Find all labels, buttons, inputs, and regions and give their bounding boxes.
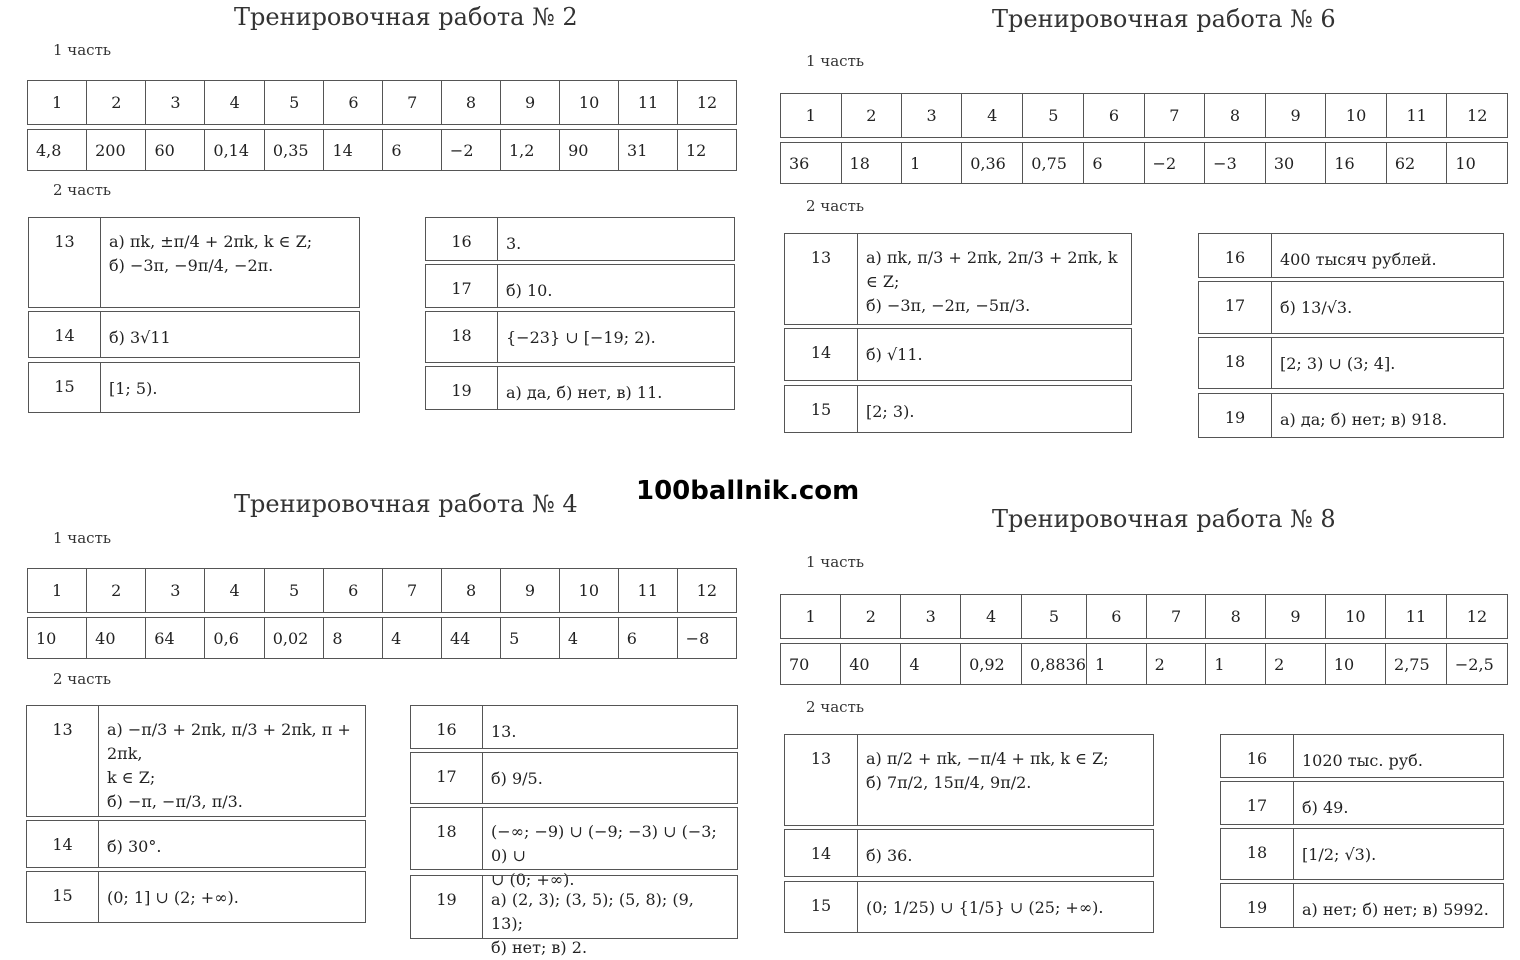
- answer-row: [28, 311, 360, 358]
- task-number: 14: [29, 312, 101, 357]
- task-answer: а) −π/3 + 2πk, π/3 + 2πk, π + 2πk, k ∈ Z; б) −π, −π/3, π/3.: [107, 720, 351, 811]
- answer-cell: 0,35: [265, 129, 325, 171]
- answer-row: [410, 705, 738, 749]
- answer-row: [784, 829, 1154, 877]
- task-number: 13: [27, 706, 99, 816]
- answer-row: [410, 752, 738, 804]
- answer-cell: 62: [1387, 142, 1448, 184]
- task-number: 17: [411, 753, 483, 803]
- task-number: 16: [1199, 234, 1272, 277]
- task-number: 15: [29, 363, 101, 412]
- header-cell: 2: [842, 93, 903, 138]
- header-cell: 12: [678, 568, 737, 613]
- header-cell: 6: [1087, 594, 1147, 639]
- part1-table: [27, 76, 737, 175]
- task-number: 17: [1221, 782, 1294, 824]
- answer-cell: 6: [619, 617, 678, 659]
- task-answer: б) 9/5.: [491, 769, 543, 788]
- answer-row: [784, 881, 1154, 933]
- header-cell: 2: [87, 80, 146, 125]
- header-cell: 1: [780, 93, 842, 138]
- task-number: 16: [411, 706, 483, 748]
- task-number: 18: [1199, 338, 1272, 388]
- task-number: 19: [411, 876, 483, 938]
- answer-row: [784, 385, 1132, 433]
- answer-cell: 6: [383, 129, 442, 171]
- header-cell: 5: [265, 568, 325, 613]
- work-title: Тренировочная работа № 4: [234, 490, 578, 518]
- answer-cell: 64: [146, 617, 205, 659]
- task-answer: (−∞; −9) ∪ (−9; −3) ∪ (−3; 0) ∪ ∪ (0; +∞).: [491, 822, 717, 889]
- task-answer: (0; 1/25) ∪ {1/5} ∪ (25; +∞).: [866, 898, 1104, 917]
- header-cell: 9: [1266, 93, 1327, 138]
- answer-row: [425, 264, 735, 308]
- task-number: 19: [426, 367, 498, 409]
- task-answer: [1/2; √3).: [1302, 845, 1377, 864]
- answer-row: [26, 820, 366, 868]
- answer-row: [784, 734, 1154, 826]
- answer-cell: 40: [87, 617, 146, 659]
- answer-row: [1220, 734, 1504, 778]
- answer-row: [425, 311, 735, 363]
- answer-cell: 1,2: [501, 129, 560, 171]
- answer-cell: 60: [146, 129, 205, 171]
- task-answer: б) 30°.: [107, 837, 162, 856]
- part2-label: 2 часть: [806, 197, 865, 215]
- part1-label: 1 часть: [806, 553, 865, 571]
- task-number: 14: [785, 830, 858, 876]
- header-cell: 6: [1084, 93, 1144, 138]
- task-answer: б) 49.: [1302, 798, 1349, 817]
- answer-cell: 0,02: [265, 617, 325, 659]
- part1-table: [780, 89, 1508, 188]
- answer-cell: 8: [324, 617, 383, 659]
- answer-row: [410, 875, 738, 957]
- header-cell: 4: [961, 594, 1022, 639]
- watermark: 100ballnik.com: [636, 476, 860, 506]
- header-cell: 6: [324, 80, 383, 125]
- part1-table: [780, 590, 1508, 689]
- header-cell: 11: [619, 80, 678, 125]
- header-cell: 3: [901, 594, 961, 639]
- header-cell: 3: [146, 80, 205, 125]
- answer-cell: 1: [1087, 643, 1147, 685]
- header-cell: 1: [27, 568, 87, 613]
- answer-row: [784, 328, 1132, 381]
- task-answer: {−23} ∪ [−19; 2).: [506, 328, 656, 347]
- task-number: 15: [785, 882, 858, 932]
- answer-row: [425, 366, 735, 410]
- task-number: 14: [785, 329, 858, 380]
- header-cell: 10: [560, 568, 619, 613]
- part2-label: 2 часть: [53, 181, 112, 199]
- answer-cell: 4: [560, 617, 619, 659]
- header-cell: 11: [619, 568, 678, 613]
- answer-row: [1220, 883, 1504, 928]
- part1-label: 1 часть: [53, 41, 112, 59]
- task-answer: а) да, б) нет, в) 11.: [506, 383, 663, 402]
- answer-cell: 10: [1326, 643, 1386, 685]
- answer-cell: −3: [1205, 142, 1266, 184]
- answer-cell: 0,92: [961, 643, 1022, 685]
- answer-row: [1198, 281, 1504, 334]
- header-cell: 9: [501, 568, 560, 613]
- answer-row: [1198, 233, 1504, 278]
- answer-row: [28, 362, 360, 413]
- task-number: 13: [785, 234, 858, 324]
- answer-row: [1220, 828, 1504, 880]
- answer-cell: 40: [841, 643, 901, 685]
- answer-cell: 18: [842, 142, 903, 184]
- answer-cell: 0,8836: [1022, 643, 1087, 685]
- header-cell: 8: [442, 568, 501, 613]
- task-number: 16: [1221, 735, 1294, 777]
- answer-cell: 0,6: [205, 617, 264, 659]
- task-number: 18: [411, 808, 483, 869]
- answer-row: [26, 871, 366, 923]
- answer-row: [26, 705, 366, 817]
- task-answer: а) πk, ±π/4 + 2πk, k ∈ Z; б) −3π, −9π/4, −2π.: [109, 232, 313, 275]
- task-number: 18: [426, 312, 498, 362]
- task-answer: а) π/2 + πk, −π/4 + πk, k ∈ Z; б) 7π/2, 15π/4, 9π/2.: [866, 749, 1109, 792]
- task-answer: (0; 1] ∪ (2; +∞).: [107, 888, 239, 907]
- header-cell: 4: [205, 80, 265, 125]
- header-cell: 7: [383, 568, 442, 613]
- header-cell: 6: [324, 568, 383, 613]
- part2-label: 2 часть: [806, 698, 865, 716]
- answer-cell: 90: [560, 129, 619, 171]
- task-number: 13: [29, 218, 101, 307]
- header-cell: 5: [1023, 93, 1084, 138]
- task-answer: а) (2, 3); (3, 5); (5, 8); (9, 13); б) нет; в) 2.: [491, 890, 694, 957]
- answer-row: [1198, 393, 1504, 438]
- answer-cell: 0,36: [962, 142, 1023, 184]
- header-cell: 10: [1326, 93, 1387, 138]
- answer-cell: 5: [501, 617, 560, 659]
- answer-cell: 200: [87, 129, 146, 171]
- task-number: 18: [1221, 829, 1294, 879]
- header-cell: 11: [1387, 93, 1448, 138]
- answer-cell: −2,5: [1447, 643, 1508, 685]
- task-answer: а) нет; б) нет; в) 5992.: [1302, 900, 1489, 919]
- answer-cell: 16: [1326, 142, 1387, 184]
- answer-row: [425, 217, 735, 261]
- task-number: 19: [1221, 884, 1294, 927]
- task-number: 17: [426, 265, 498, 307]
- answer-cell: 36: [780, 142, 842, 184]
- answer-cell: −8: [678, 617, 737, 659]
- task-answer: [2; 3) ∪ (3; 4].: [1280, 354, 1396, 373]
- header-cell: 8: [1205, 93, 1266, 138]
- answer-row: [784, 233, 1132, 325]
- answer-cell: 0,75: [1023, 142, 1084, 184]
- task-answer: 3.: [506, 234, 522, 253]
- task-answer: 13.: [491, 722, 517, 741]
- answer-cell: −2: [442, 129, 501, 171]
- task-answer: б) 13/√3.: [1280, 298, 1353, 317]
- answer-cell: 4: [901, 643, 961, 685]
- answer-cell: 2: [1147, 643, 1207, 685]
- answer-cell: 44: [442, 617, 501, 659]
- header-cell: 12: [1447, 93, 1508, 138]
- work-title: Тренировочная работа № 2: [234, 3, 578, 31]
- task-number: 16: [426, 218, 498, 260]
- header-cell: 5: [265, 80, 325, 125]
- task-answer: 1020 тыс. руб.: [1302, 751, 1423, 770]
- task-number: 17: [1199, 282, 1272, 333]
- answer-row: [28, 217, 360, 308]
- header-cell: 1: [27, 80, 87, 125]
- answer-cell: 4: [383, 617, 442, 659]
- header-cell: 4: [962, 93, 1023, 138]
- answer-row: [1198, 337, 1504, 389]
- task-answer: б) 10.: [506, 281, 553, 300]
- header-cell: 8: [1206, 594, 1266, 639]
- answer-cell: 30: [1266, 142, 1327, 184]
- header-cell: 11: [1386, 594, 1447, 639]
- task-answer: б) 36.: [866, 846, 913, 865]
- task-answer: а) да; б) нет; в) 918.: [1280, 410, 1448, 429]
- header-cell: 3: [146, 568, 205, 613]
- header-cell: 2: [841, 594, 901, 639]
- part2-label: 2 часть: [53, 670, 112, 688]
- answer-cell: 6: [1084, 142, 1144, 184]
- answer-cell: 4,8: [27, 129, 87, 171]
- header-cell: 4: [205, 568, 264, 613]
- part1-label: 1 часть: [806, 52, 865, 70]
- answer-cell: 14: [324, 129, 383, 171]
- header-cell: 5: [1022, 594, 1087, 639]
- header-cell: 7: [383, 80, 442, 125]
- header-cell: 10: [1326, 594, 1386, 639]
- answer-cell: 12: [678, 129, 737, 171]
- header-cell: 8: [442, 80, 501, 125]
- answer-cell: 70: [780, 643, 841, 685]
- answer-cell: 10: [1447, 142, 1508, 184]
- answer-row: [410, 807, 738, 889]
- answer-cell: 31: [619, 129, 678, 171]
- header-cell: 7: [1145, 93, 1206, 138]
- task-number: 14: [27, 821, 99, 867]
- header-cell: 2: [87, 568, 146, 613]
- work-title: Тренировочная работа № 6: [992, 5, 1336, 33]
- header-cell: 1: [780, 594, 841, 639]
- task-answer: б) √11.: [866, 345, 923, 364]
- task-answer: б) 3√11: [109, 328, 171, 347]
- answer-cell: 2: [1266, 643, 1326, 685]
- header-cell: 12: [678, 80, 737, 125]
- header-cell: 9: [1266, 594, 1326, 639]
- task-answer: [2; 3).: [866, 402, 915, 421]
- task-answer: [1; 5).: [109, 379, 158, 398]
- answer-cell: 2,75: [1386, 643, 1447, 685]
- task-answer: а) πk, π/3 + 2πk, 2π/3 + 2πk, k ∈ Z; б) −3π, −2π, −5π/3.: [866, 248, 1118, 315]
- task-number: 15: [27, 872, 99, 922]
- header-cell: 7: [1147, 594, 1207, 639]
- work-title: Тренировочная работа № 8: [992, 505, 1336, 533]
- task-number: 19: [1199, 394, 1272, 437]
- header-cell: 3: [902, 93, 962, 138]
- task-number: 15: [785, 386, 858, 432]
- task-answer: 400 тысяч рублей.: [1280, 250, 1437, 269]
- answer-cell: 0,14: [205, 129, 265, 171]
- answer-cell: 10: [27, 617, 87, 659]
- header-cell: 9: [501, 80, 560, 125]
- part1-table: [27, 564, 737, 663]
- header-cell: 12: [1447, 594, 1508, 639]
- answer-row: [1220, 781, 1504, 825]
- answer-cell: 1: [902, 142, 962, 184]
- task-number: 13: [785, 735, 858, 825]
- answer-cell: −2: [1145, 142, 1206, 184]
- answer-cell: 1: [1206, 643, 1266, 685]
- header-cell: 10: [560, 80, 619, 125]
- part1-label: 1 часть: [53, 529, 112, 547]
